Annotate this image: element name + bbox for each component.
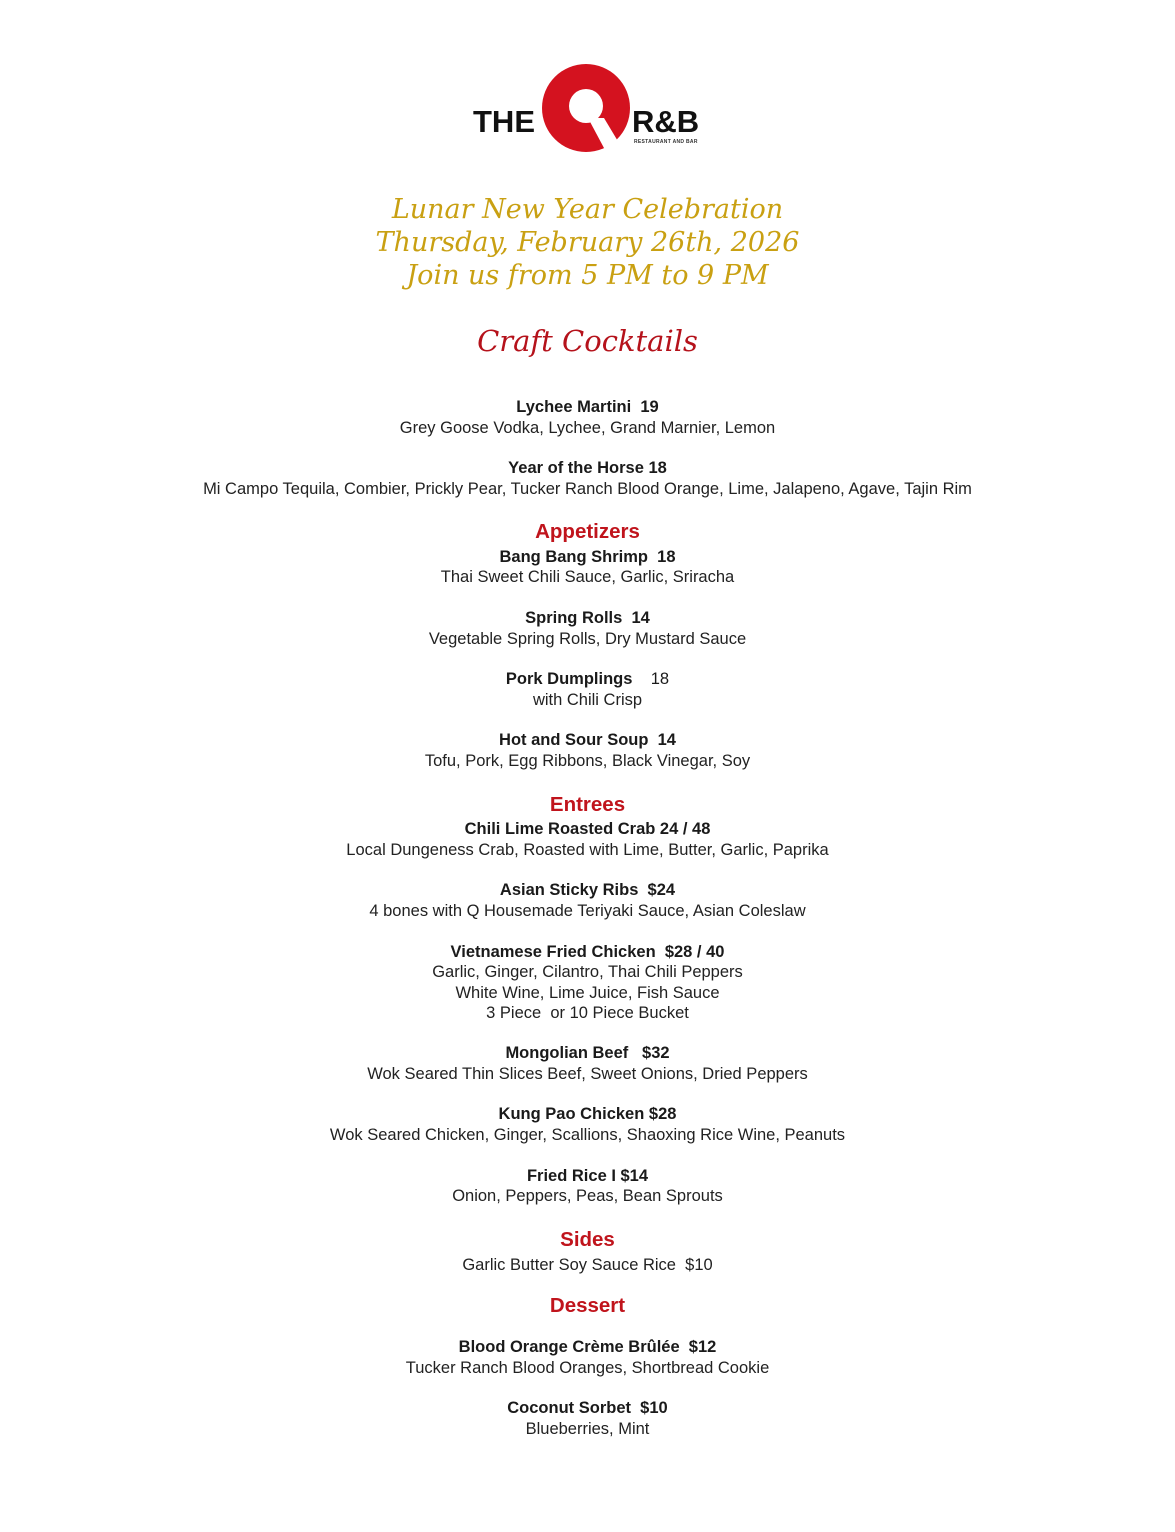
menu-item-name: Spring Rolls 14 (525, 609, 650, 627)
event-time: Join us from 5 PM to 9 PM (406, 260, 769, 291)
menu-item-name: Year of the Horse 18 (508, 459, 667, 477)
menu-item-name: Chili Lime Roasted Crab 24 / 48 (464, 820, 711, 838)
section-heading-appetizers: Appetizers (535, 520, 640, 543)
menu-item-desc: with Chili Crisp (532, 691, 643, 709)
menu-item-name: Vietnamese Fried Chicken $28 / 40 (450, 943, 725, 961)
menu-item-desc: 3 Piece or 10 Piece Bucket (486, 1004, 689, 1022)
menu-item-name: Lychee Martini 19 (516, 398, 659, 416)
logo-q-mark (538, 62, 638, 160)
logo-text-left: THE (473, 104, 535, 139)
menu-item-name: Bang Bang Shrimp 18 (499, 548, 676, 566)
menu-item-desc: Blueberries, Mint (525, 1420, 650, 1438)
menu-item-desc: Grey Goose Vodka, Lychee, Grand Marnier, Lemon (399, 419, 776, 437)
menu-item-desc: White Wine, Lime Juice, Fish Sauce (455, 984, 720, 1002)
menu-item-desc: Vegetable Spring Rolls, Dry Mustard Sauce (428, 630, 747, 648)
menu-item-desc: Tucker Ranch Blood Oranges, Shortbread Cookie (405, 1359, 770, 1377)
logo-subtitle: RESTAURANT AND BAR (634, 139, 698, 145)
section-heading-entrees: Entrees (549, 793, 626, 816)
menu-item-name: Coconut Sorbet $10 (507, 1399, 668, 1417)
menu-item-desc: Onion, Peppers, Peas, Bean Sprouts (452, 1187, 723, 1205)
event-title: Lunar New Year Celebration (391, 194, 784, 225)
menu-item-desc: Thai Sweet Chili Sauce, Garlic, Sriracha (440, 568, 735, 586)
menu-item-name: Hot and Sour Soup 14 (499, 731, 676, 749)
section-heading-sides: Sides (560, 1228, 615, 1251)
logo-text-right: R&B (632, 104, 700, 139)
restaurant-logo (0, 60, 1175, 160)
menu-item-desc: Wok Seared Thin Slices Beef, Sweet Onions, Dried Peppers (367, 1065, 808, 1083)
menu-item-name: Asian Sticky Ribs $24 (499, 881, 676, 899)
event-date: Thursday, February 26th, 2026 (375, 227, 800, 258)
menu-item-desc: Tofu, Pork, Egg Ribbons, Black Vinegar, Soy (424, 752, 751, 770)
menu-item-name: Mongolian Beef $32 (505, 1044, 670, 1062)
menu-item-desc: Wok Seared Chicken, Ginger, Scallions, Shaoxing Rice Wine, Peanuts (329, 1126, 846, 1144)
menu-item-desc: Mi Campo Tequila, Combier, Prickly Pear, Tucker Ranch Blood Orange, Lime, Jalapeno, Agave, Tajin Rim (203, 480, 972, 498)
menu-item-name: Fried Rice I $14 (526, 1167, 649, 1185)
menu-item-name: Kung Pao Chicken $28 (498, 1105, 677, 1123)
section-heading-dessert: Dessert (549, 1294, 626, 1317)
menu-item-name: Blood Orange Crème Brûlée $12 (458, 1338, 717, 1356)
menu-item-desc: 4 bones with Q Housemade Teriyaki Sauce, Asian Coleslaw (369, 902, 806, 920)
menu-item-desc: Garlic Butter Soy Sauce Rice $10 (462, 1256, 713, 1274)
menu-item-name (0, 669, 1175, 689)
menu-item-desc: Local Dungeness Crab, Roasted with Lime, Butter, Garlic, Paprika (346, 841, 829, 859)
cocktails-heading: Craft Cocktails (477, 324, 698, 358)
menu-item-desc: Garlic, Ginger, Cilantro, Thai Chili Peppers (432, 963, 743, 981)
menu-item-price: 18 (650, 670, 670, 688)
menu-item-title: Pork Dumplings (505, 670, 633, 688)
